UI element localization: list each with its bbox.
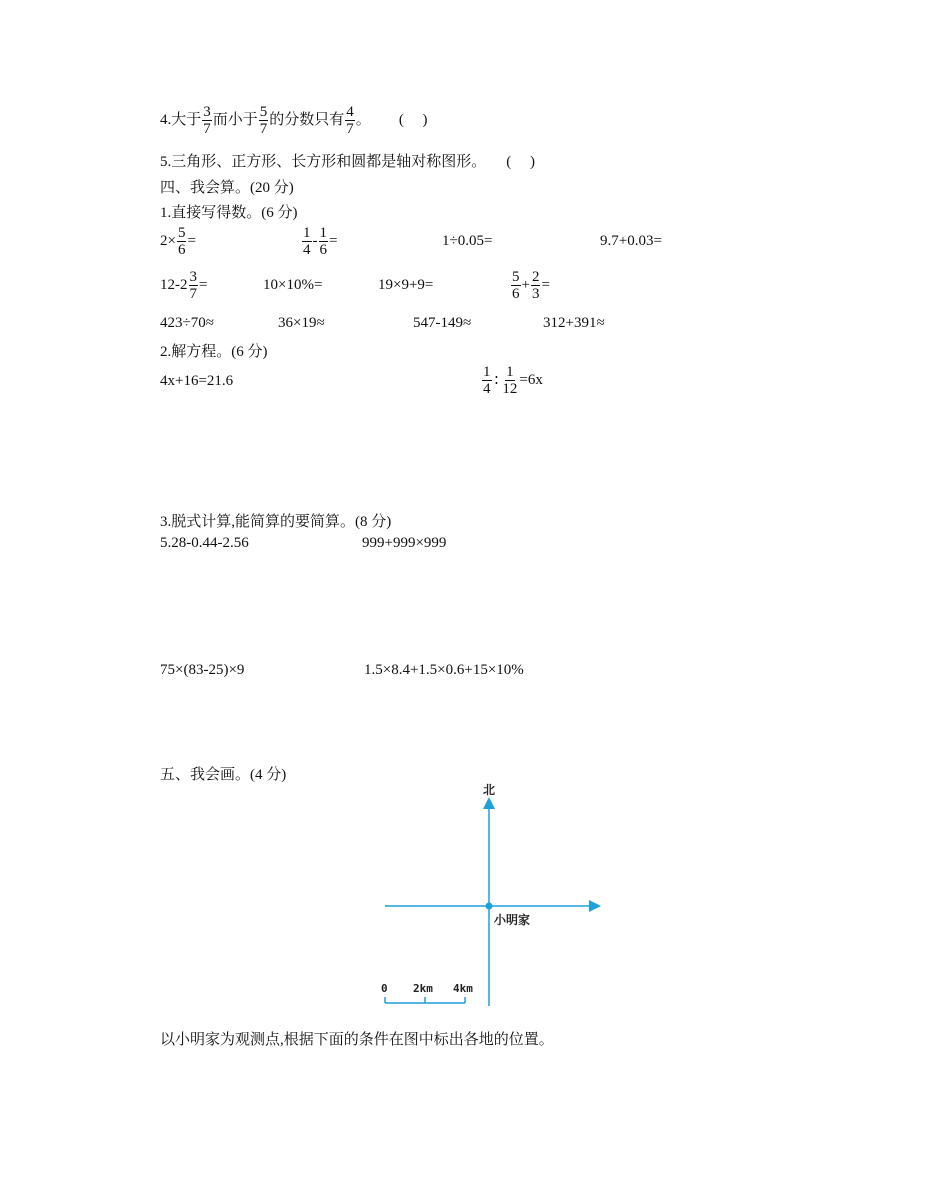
- section-5-title: 五、我会画。(4 分): [160, 767, 287, 783]
- answer-bracket[interactable]: ( ): [506, 154, 536, 170]
- expression-3: 75×(83-25)×9: [160, 662, 245, 678]
- calc-item: 312+391≈: [543, 315, 605, 331]
- home-point: [486, 903, 493, 910]
- scale-label-2km: 2km: [413, 982, 433, 995]
- expression-4: 1.5×8.4+1.5×0.6+15×10%: [364, 662, 524, 678]
- fraction-3-7: $\frac{3}{7}$: [203, 104, 211, 137]
- compass-diagram: [370, 778, 615, 1010]
- part-1-title: 1.直接写得数。(6 分): [160, 205, 298, 221]
- calc-item: $\frac{5}{6}$ + $\frac{2}{3}$ =: [512, 269, 550, 302]
- fraction-5-7: $\frac{5}{7}$: [259, 104, 268, 137]
- calc-item: 423÷70≈: [160, 315, 214, 331]
- true-false-question-4: 4.大于 $\frac{3}{7}$ 而小于 $\frac{5}{7}$ 的分数只有 $\frac{4}{7}$ 。 ( ): [160, 104, 428, 137]
- calc-item: 12-2 $\frac{3}{7}$ =: [160, 269, 208, 302]
- calc-item: 2× $\frac{5}{6}$ =: [160, 225, 196, 258]
- scale-bar: [385, 997, 465, 1003]
- calc-item: $\frac{1}{4}$ - $\frac{1}{6}$ =: [303, 225, 338, 258]
- calc-item: 10×10%=: [263, 277, 323, 293]
- instruction-text: 以小明家为观测点,根据下面的条件在图中标出各地的位置。: [160, 1032, 554, 1048]
- calc-item: 1÷0.05=: [442, 233, 493, 249]
- equation-2: $\frac{1}{4}$ ∶ $\frac{1}{12}$ =6x: [483, 364, 543, 397]
- q4-mid: 而小于: [212, 111, 258, 128]
- true-false-question-5: 5.三角形、正方形、长方形和圆都是轴对称图形。 ( ): [160, 154, 536, 170]
- equation-1: 4x+16=21.6: [160, 373, 234, 389]
- part-3-title: 3.脱式计算,能简算的要简算。(8 分): [160, 514, 392, 530]
- q4-text: 的分数只有: [269, 111, 345, 128]
- calc-item: 9.7+0.03=: [600, 233, 662, 249]
- part-2-title: 2.解方程。(6 分): [160, 344, 268, 360]
- answer-bracket[interactable]: ( ): [398, 111, 428, 128]
- calc-item: 19×9+9=: [378, 277, 434, 293]
- home-label: 小明家: [494, 913, 531, 927]
- calc-item: 36×19≈: [278, 315, 325, 331]
- section-4-title: 四、我会算。(20 分): [160, 180, 294, 196]
- calc-item: 547-149≈: [413, 315, 472, 331]
- scale-label-0: 0: [381, 982, 388, 995]
- expression-2: 999+999×999: [362, 535, 447, 551]
- north-label: 北: [483, 783, 496, 797]
- q4-prefix: 4.大于: [160, 111, 202, 128]
- expression-1: 5.28-0.44-2.56: [160, 535, 249, 551]
- fraction-4-7: $\frac{4}{7}$: [346, 104, 354, 137]
- scale-label-4km: 4km: [453, 982, 473, 995]
